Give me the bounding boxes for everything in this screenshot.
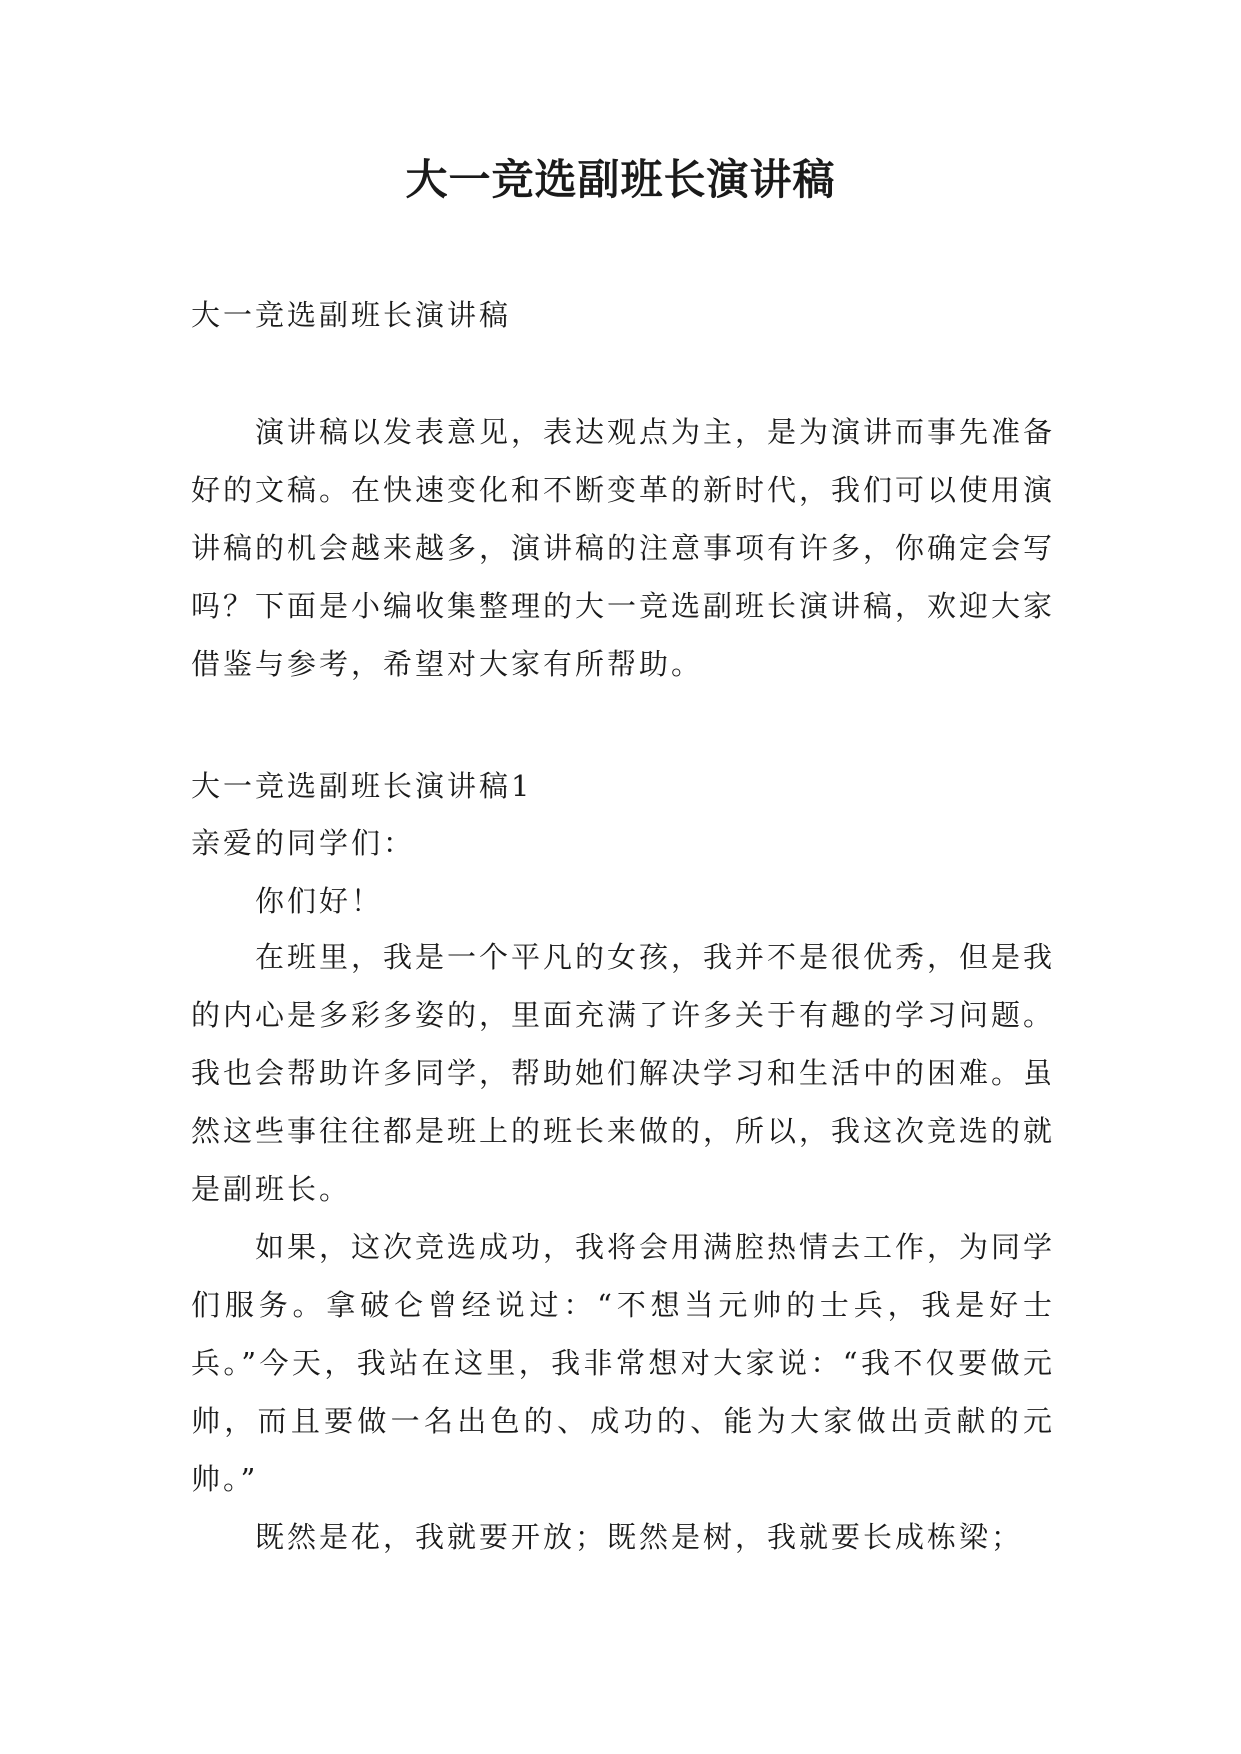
body-paragraph: 既然是花，我就要开放；既然是树，我就要长成栋梁； (255, 1520, 1024, 1554)
section-heading: 大一竞选副班长演讲稿1 (191, 769, 533, 803)
greeting: 你们好！ (255, 884, 384, 918)
document-title: 大一竞选副班长演讲稿 (405, 155, 836, 204)
body-paragraph: 如果，这次竞选成功，我将会用满腔热情去工作，为同学们服务。拿破仑曾经说过：“不想当元帅的士兵，我是好士兵。”今天，我站在这里，我非常想对大家说：“我不仅要做元帅，而且要做一名出色的、成功的、能为大家做出贡献的元帅。” (191, 1230, 1056, 1496)
intro-paragraph: 演讲稿以发表意见，表达观点为主，是为演讲而事先准备好的文稿。在快速变化和不断变革的新时代，我们可以使用演讲稿的机会越来越多，演讲稿的注意事项有许多，你确定会写吗？下面是小编收集整理的大一竞选副班长演讲稿，欢迎大家借鉴与参考，希望对大家有所帮助。 (191, 415, 1056, 681)
salutation: 亲爱的同学们： (191, 826, 416, 860)
document-subtitle: 大一竞选副班长演讲稿 (191, 298, 512, 332)
body-paragraph: 在班里，我是一个平凡的女孩，我并不是很优秀，但是我的内心是多彩多姿的，里面充满了许多关于有趣的学习问题。我也会帮助许多同学，帮助她们解决学习和生活中的困难。虽然这些事往往都是班上的班长来做的，所以，我这次竞选的就是副班长。 (191, 940, 1056, 1206)
